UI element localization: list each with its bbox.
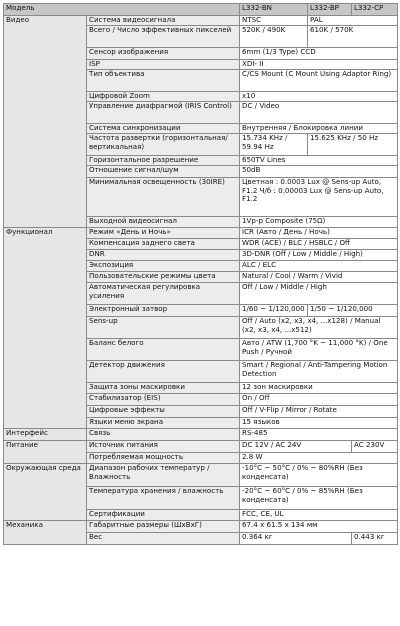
parameter-cell: Электронный затвор (87, 305, 240, 317)
header-row (4, 4, 398, 16)
value-cell: On / Off (240, 394, 398, 406)
spec-row (4, 228, 398, 239)
parameter-cell: Потребляемая мощность (87, 453, 240, 464)
value-cell: AC 230V (352, 441, 398, 453)
value-cell: WDR (ACE) / BLC / HSBLC / Off (240, 239, 398, 250)
model-name-header: L332-BP (308, 4, 352, 16)
spec-row (4, 521, 398, 533)
value-cell: x10 (240, 92, 398, 102)
category-cell: Механика (4, 521, 87, 545)
parameter-cell: Всего / Число эффективных пикселей (87, 26, 240, 48)
value-cell: 0.443 кг (352, 533, 398, 545)
value-cell: 2.8 W (240, 453, 398, 464)
parameter-cell: Экспозиция (87, 261, 240, 272)
value-cell: 1/50 ~ 1/120,000 (308, 305, 398, 317)
parameter-cell: Сенсор изображения (87, 48, 240, 60)
parameter-cell: Частота развертки (горизонтальная/вертикальная) (87, 134, 240, 156)
category-cell: Окружающая среда (4, 464, 87, 521)
value-cell: FCC, CE, UL (240, 510, 398, 521)
value-cell: ALC / ELC (240, 261, 398, 272)
parameter-cell: Sens-up (87, 317, 240, 339)
value-cell: DC 12V / AC 24V (240, 441, 352, 453)
value-cell: 6mm (1/3 Type) CCD (240, 48, 398, 60)
parameter-cell: Режим «День и Ночь» (87, 228, 240, 239)
value-cell: 610K / 570K (308, 26, 398, 48)
parameter-cell: Цифровые эффекты (87, 406, 240, 418)
value-cell: 15.625 KHz / 50 Hz (308, 134, 398, 156)
parameter-cell: Управление диафрагмой (IRIS Control) (87, 102, 240, 124)
value-cell: 12 зон маскировки (240, 383, 398, 394)
category-cell: Интерфейс (4, 429, 87, 441)
parameter-cell: Диапазон рабочих температур / Влажность (87, 464, 240, 487)
parameter-cell: Минимальная освещенность (30IRE) (87, 178, 240, 217)
model-name-header: L332-CP (352, 4, 398, 16)
parameter-cell: Отношение сигнал/шум (87, 166, 240, 178)
value-cell: 0.364 кг (240, 533, 352, 545)
parameter-cell: DNR (87, 250, 240, 261)
value-cell: -20°C ~ 60°C / 0% ~ 85%RH (Без конденсата) (240, 487, 398, 510)
parameter-cell: Компенсация заднего света (87, 239, 240, 250)
value-cell: 15 языков (240, 418, 398, 429)
value-cell: 1/60 ~ 1/120,000 (240, 305, 308, 317)
value-cell: ICR (Авто / День / Ночь) (240, 228, 398, 239)
value-cell: Off / V-Flip / Mirror / Rotate (240, 406, 398, 418)
spec-row (4, 16, 398, 26)
value-cell: C/CS Mount (C Mount Using Adaptor Ring) (240, 70, 398, 92)
category-cell: Питание (4, 441, 87, 464)
value-cell: Авто / ATW (1,700 °K ~ 11,000 °K) / One Push / Ручной (240, 339, 398, 361)
value-cell: Smart / Regional / Anti-Tampering Motion Detection (240, 361, 398, 383)
value-cell: 15.734 KHz / 59.94 Hz (240, 134, 308, 156)
parameter-cell: Выходной видеосигнал (87, 217, 240, 228)
parameter-cell: Горизонтальное разрешение (87, 156, 240, 166)
value-cell: 520K / 490K (240, 26, 308, 48)
parameter-cell: Система видеосигнала (87, 16, 240, 26)
spec-table (3, 3, 398, 545)
value-cell: XDI- II (240, 60, 398, 70)
value-cell: Off / Auto (x2, x3, x4, ...x128) / Manual (x2, x3, x4, ...x512) (240, 317, 398, 339)
spec-row (4, 429, 398, 441)
model-header: Модель (4, 4, 240, 16)
spec-row (4, 441, 398, 453)
value-cell: 650TV Lines (240, 156, 398, 166)
value-cell: 1Vp-p Composite (75Ω) (240, 217, 398, 228)
parameter-cell: Связь (87, 429, 240, 441)
value-cell: DC / Video (240, 102, 398, 124)
parameter-cell: Пользовательские режимы цвета (87, 272, 240, 283)
parameter-cell: Стабилизатор (EIS) (87, 394, 240, 406)
spec-body (4, 16, 398, 545)
value-cell: Natural / Cool / Warm / Vivid (240, 272, 398, 283)
value-cell: PAL (308, 16, 398, 26)
parameter-cell: Система синхронизации (87, 124, 240, 134)
parameter-cell: Баланс белого (87, 339, 240, 361)
parameter-cell: Источник питания (87, 441, 240, 453)
parameter-cell: Габаритные размеры (ШхВхГ) (87, 521, 240, 533)
value-cell: NTSC (240, 16, 308, 26)
value-cell: Внутренняя / Блокировка линии (240, 124, 398, 134)
parameter-cell: Автоматическая регулировка усиления (87, 283, 240, 305)
parameter-cell: Тип объектива (87, 70, 240, 92)
category-cell: Видео (4, 16, 87, 228)
parameter-cell: Сертификации (87, 510, 240, 521)
model-name-header: L332-BN (240, 4, 308, 16)
value-cell: 50dB (240, 166, 398, 178)
value-cell: Off / Low / Middle / High (240, 283, 398, 305)
parameter-cell: Защита зоны маскировки (87, 383, 240, 394)
parameter-cell: Языки меню экрана (87, 418, 240, 429)
parameter-cell: Цифровой Zoom (87, 92, 240, 102)
value-cell: Цветная : 0.0003 Lux @ Sens-up Auto, F1.2 Ч/б : 0.00003 Lux @ Sens-up Auto, F1.2 (240, 178, 398, 217)
parameter-cell: Температура хранения / влажность (87, 487, 240, 510)
value-cell: 67.4 x 61.5 x 134 мм (240, 521, 398, 533)
parameter-cell: ISP (87, 60, 240, 70)
parameter-cell: Детектор движения (87, 361, 240, 383)
value-cell: RS-485 (240, 429, 398, 441)
spec-row (4, 464, 398, 487)
value-cell: -10°C ~ 50°C / 0% ~ 80%RH (Без конденсата) (240, 464, 398, 487)
value-cell: 3D-DNR (Off / Low / Middle / High) (240, 250, 398, 261)
parameter-cell: Вес (87, 533, 240, 545)
category-cell: Функционал (4, 228, 87, 429)
